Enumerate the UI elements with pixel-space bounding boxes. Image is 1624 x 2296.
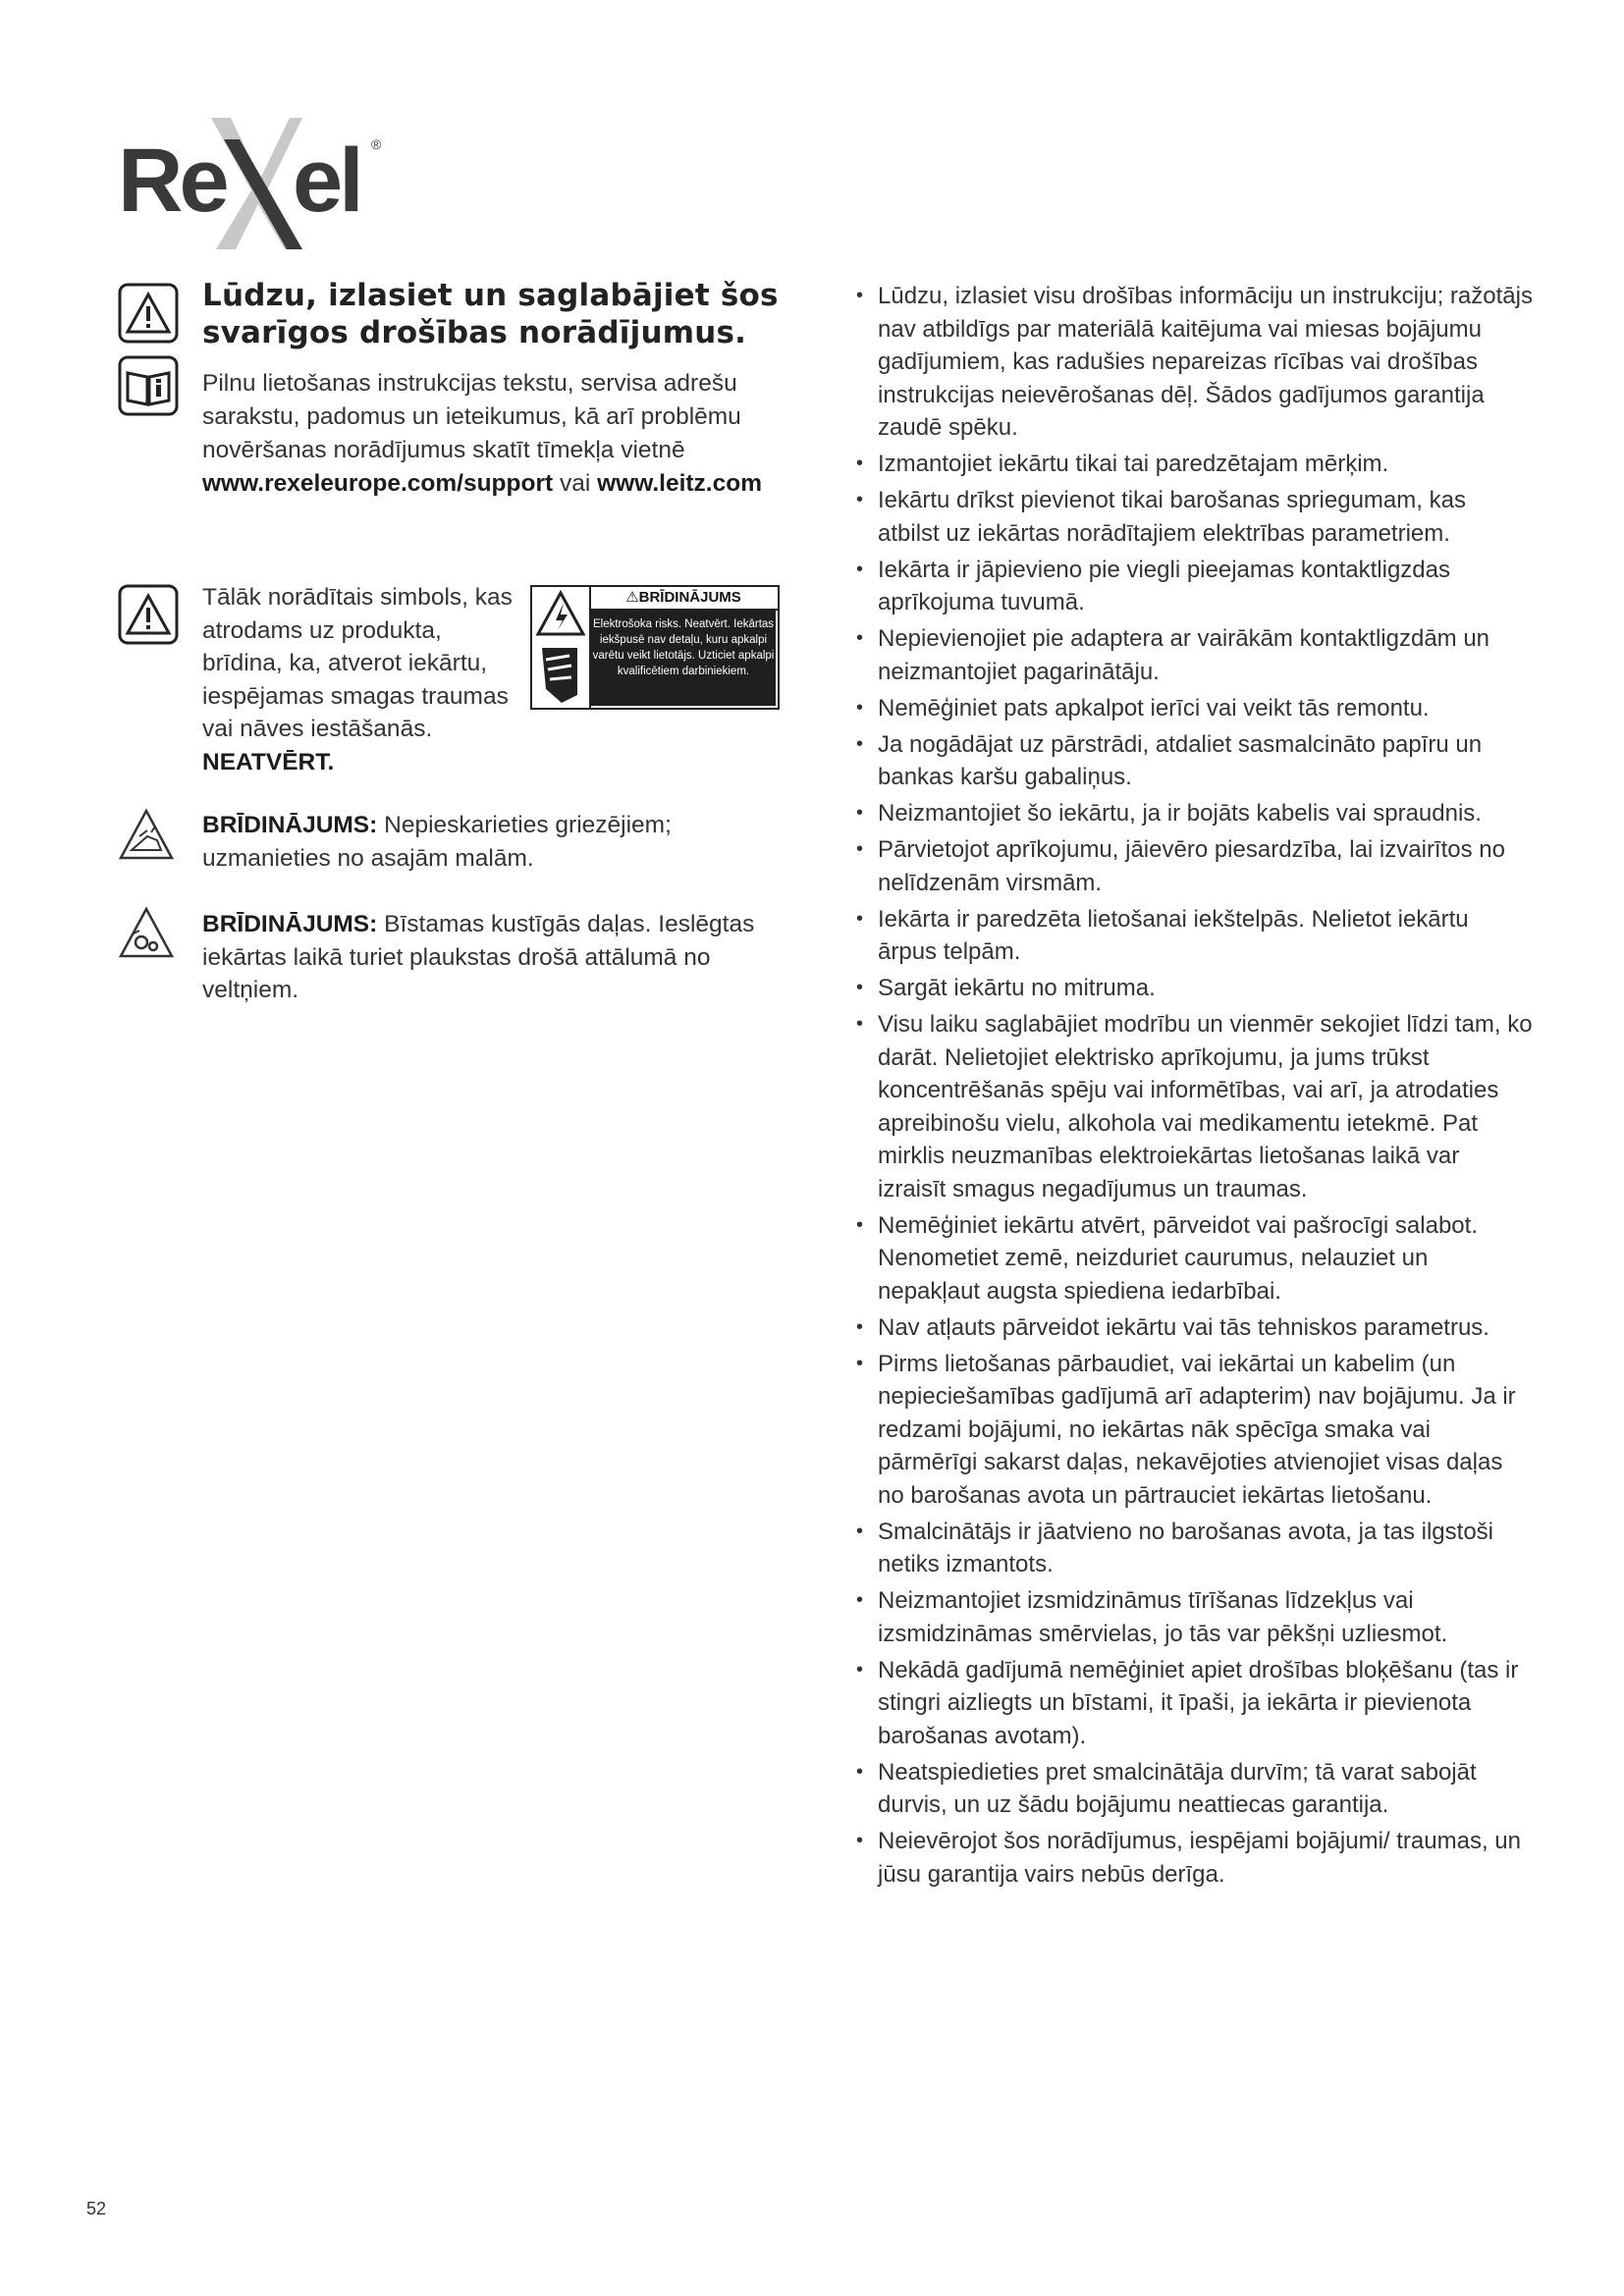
label-header: ⚠BRĪDINĀJUMS <box>589 587 778 611</box>
list-item <box>856 692 1534 725</box>
warning-cutters: BRĪDINĀJUMS: Nepieskarieties griezējiem; uzmanieties no asajām malām. <box>202 812 672 872</box>
list-item-text: Pirms lietošanas pārbaudiet, vai iekārtai un kabelim (un nepieciešamības gadījumā arī adapterim) nav bojājumu. Ja ir redzami bojājumi, no iekārtas nāk spēcīga smaka vai pārmērīgi sakarst daļas, nekavējoties atvienojiet visas daļas no barošanas avota un pārtrauciet iekārtas lietošanu. <box>878 1350 1516 1509</box>
list-item <box>856 1516 1534 1581</box>
list-item-text: Nepievienojiet pie adaptera ar vairākām kontaktligzdām un neizmantojiet pagarinātāju. <box>878 625 1490 685</box>
list-item <box>856 448 1534 481</box>
list-item <box>856 833 1534 899</box>
list-item-text: Visu laiku saglabājiet modrību un vienmēr sekojiet līdzi tam, ko darāt. Nelietojiet elektrisko aprīkojumu, ja jums trūkst koncentrēšanās spēju vai informētības, vai arī, ja atrodaties apreibinošu vielu, alkohola vai medikamentu ietekmē. Pat mirklis neuzmanības elektroiekārtas lietošanas laikā var izraisīt smagus negadījumus un traumas. <box>878 1011 1533 1202</box>
list-item <box>856 1756 1534 1822</box>
bullet-icon: • <box>856 696 864 719</box>
list-item-text: Iekārta ir paredzēta lietošanai iekštelpās. Nelietot iekārtu ārpus telpām. <box>878 905 1469 965</box>
bullet-icon: • <box>856 453 864 474</box>
list-item-text: Neizmantojiet izsmidzināmus tīrīšanas līdzekļus vai izsmidzināmas smērvielas, jo tās var pēkšņi uzliesmot. <box>878 1587 1448 1647</box>
bullet-icon: • <box>856 1352 864 1374</box>
warning-triangle-icon <box>118 584 179 645</box>
symbol-explanation: Tālāk norādītais simbols, kas atrodams uz produkta, brīdina, ka, atverot iekārtu, iespējamas smagas traumas vai nāves iestāšanās. NEATVĒRT. <box>202 584 513 775</box>
bullet-icon: • <box>856 1213 864 1236</box>
bullet-icon: • <box>856 907 864 930</box>
list-item <box>856 1348 1534 1513</box>
list-item-text: Izmantojiet iekārtu tikai tai paredzētajam mērķim. <box>878 451 1389 477</box>
safety-instructions-list <box>856 280 1534 1895</box>
list-item <box>856 280 1534 445</box>
bullet-icon: • <box>856 1830 864 1851</box>
list-item-text: Ja nogādājat uz pārstrādi, atdaliet sasmalcināto papīru un bankas karšu gabaliņus. <box>878 730 1483 790</box>
list-item-text: Iekārtu drīkst pievienot tikai barošanas spriegumam, kas atbilst uz iekārtas norādītajiem elektrības parametriem. <box>878 487 1466 547</box>
list-item-text: Pārvietojot aprīkojumu, jāievēro piesardzība, lai izvairītos no nelīdzenām virsmām. <box>878 836 1505 896</box>
list-item <box>856 554 1534 619</box>
svg-text:el: el <box>293 131 360 231</box>
list-item <box>856 728 1534 794</box>
cut-hazard-icon <box>118 807 175 864</box>
list-item-text: Iekārta ir jāpievieno pie viegli pieejamas kontaktligzdas aprīkojuma tuvumā. <box>878 556 1450 615</box>
list-item <box>856 622 1534 688</box>
list-item <box>856 797 1534 830</box>
list-item <box>856 1311 1534 1345</box>
manual-info-icon <box>118 355 179 416</box>
list-item <box>856 1008 1534 1205</box>
warning-moving-parts: BRĪDINĀJUMS: Bīstamas kustīgās daļas. Ieslēgtas iekārtas laikā turiet plaukstas drošā attālumā no veltņiem. <box>202 911 755 1003</box>
bullet-icon: • <box>856 1658 864 1681</box>
intro-paragraph: Pilnu lietošanas instrukcijas tekstu, servisa adrešu sarakstu, padomus un ieteikumus, kā arī problēmu novēršanas norādījumus skatīt tīmekļa vietnē www.rexeleurope.com/support vai www.leitz.com <box>202 370 762 497</box>
bullet-icon: • <box>856 1315 864 1338</box>
bullet-icon: • <box>856 558 864 580</box>
list-item-text: Neizmantojiet šo iekārtu, ja ir bojāts kabelis vai spraudnis. <box>878 800 1482 827</box>
list-item-text: Neatspiedieties pret smalcinātāja durvīm; tā varat sabojāt durvis, un uz šādu bojājumu neattiecas garantija. <box>878 1758 1477 1818</box>
list-item <box>856 903 1534 969</box>
list-item-text: Sargāt iekārtu no mitruma. <box>878 975 1156 1001</box>
page-number: 52 <box>86 2199 107 2218</box>
bullet-icon: • <box>856 802 864 824</box>
bullet-icon: • <box>856 1013 864 1035</box>
bullet-icon: • <box>856 1589 864 1611</box>
label-body: Elektrošoka risks. Neatvērt. Iekārtas iekšpusē nav detaļu, kuru apkalpi varētu veikt lietotājs. Uzticiet apkalpi kvalificētiem darbiniekiem. <box>591 611 776 706</box>
support-link[interactable]: www.rexeleurope.com/support <box>202 470 554 497</box>
moving-parts-icon <box>118 905 175 962</box>
list-item <box>856 1584 1534 1650</box>
warning-triangle-icon <box>118 283 179 344</box>
list-item <box>856 1209 1534 1308</box>
leitz-link[interactable]: www.leitz.com <box>597 470 762 497</box>
svg-text:Re: Re <box>118 131 226 231</box>
bullet-icon: • <box>856 1760 864 1783</box>
list-item-text: Nemēģiniet iekārtu atvērt, pārveidot vai pašrocīgi salabot. Nenometiet zemē, neizduriet caurumus, nelauziet un nepakļaut augsta spiediena iedarbībai. <box>878 1211 1478 1305</box>
bullet-icon: • <box>856 489 864 510</box>
shock-warning-label <box>530 585 780 710</box>
bullet-icon: • <box>856 285 864 306</box>
bullet-icon: • <box>856 1520 864 1542</box>
bullet-icon: • <box>856 977 864 998</box>
list-item-text: Neievērojot šos norādījumus, iespējami bojājumi/ traumas, un jūsu garantija vairs nebūs derīga. <box>878 1828 1521 1888</box>
list-item-text: Nemēģiniet pats apkalpot ierīci vai veikt tās remontu. <box>878 694 1430 721</box>
list-item-text: Nekādā gadījumā nemēģiniet apiet drošības bloķēšanu (tas ir stingri aizliegts un bīstami, it īpaši, ja iekārta ir pievienota barošanas avotam). <box>878 1656 1519 1749</box>
list-item-text: Nav atļauts pārveidot iekārtu vai tās tehniskos parametrus. <box>878 1313 1489 1341</box>
bullet-icon: • <box>856 627 864 649</box>
list-item-text: Smalcinātājs ir jāatvieno no barošanas avota, ja tas ilgstoši netiks izmantots. <box>878 1518 1493 1577</box>
list-item-text: Lūdzu, izlasiet visu drošības informāciju un instrukciju; ražotājs nav atbildīgs par materiālā kaitējuma vai miesas bojājumu gadījumiem, kas radušies nepareizas rīcības vai drošības instrukcijas neievērošanas dēļ. Šādos gadījumos garantija zaudē spēku. <box>878 283 1533 441</box>
list-item <box>856 1825 1534 1891</box>
list-item <box>856 972 1534 1005</box>
bullet-icon: • <box>856 838 864 860</box>
list-item <box>856 1654 1534 1753</box>
list-item <box>856 484 1534 550</box>
rexel-logo <box>118 110 383 252</box>
registered-mark: ® <box>371 136 382 152</box>
page-heading: Lūdzu, izlasiet un saglabājiet šos svarīgos drošības norādījumus. <box>202 278 779 350</box>
bullet-icon: • <box>856 732 864 755</box>
